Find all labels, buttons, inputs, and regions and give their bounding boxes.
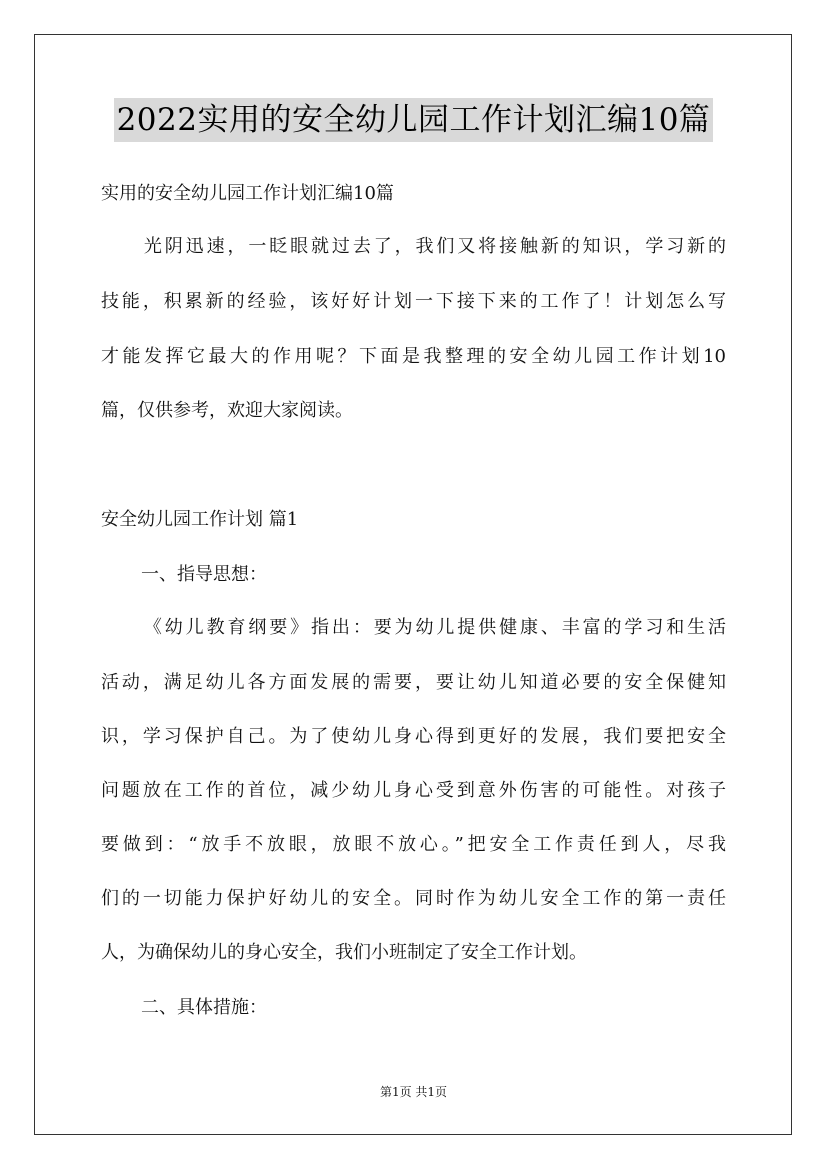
intro-line: 才能发挥它最大的作用呢？下面是我整理的安全幼儿园工作计划10 <box>101 346 726 367</box>
title-container <box>0 98 827 142</box>
body-line: 《幼儿教育纲要》指出：要为幼儿提供健康、丰富的学习和生活 <box>141 617 726 638</box>
point-heading-2: 二、具体措施： <box>141 997 267 1018</box>
intro-line: 技能，积累新的经验，该好好计划一下接下来的工作了！计划怎么写 <box>101 291 726 312</box>
intro-line: 篇，仅供参考，欢迎大家阅读。 <box>101 400 353 421</box>
body-line: 活动，满足幼儿各方面发展的需要，要让幼儿知道必要的安全保健知 <box>101 672 726 693</box>
point-heading-1: 一、指导思想： <box>141 564 267 585</box>
body-line: 要做到：“放手不放眼，放眼不放心。”把安全工作责任到人，尽我 <box>101 834 726 855</box>
section-heading: 安全幼儿园工作计划 篇1 <box>101 509 299 530</box>
document-subtitle: 实用的安全幼儿园工作计划汇编10篇 <box>101 183 394 204</box>
body-line: 问题放在工作的首位，减少幼儿身心受到意外伤害的可能性。对孩子 <box>101 780 726 801</box>
page-footer: 第1页 共1页 <box>379 1085 448 1099</box>
intro-line: 光阴迅速，一眨眼就过去了，我们又将接触新的知识，学习新的 <box>141 236 726 257</box>
document-title: 2022实用的安全幼儿园工作计划汇编10篇 <box>114 98 714 142</box>
body-line: 识，学习保护自己。为了使幼儿身心得到更好的发展，我们要把安全 <box>101 726 726 747</box>
body-line: 们的一切能力保护好幼儿的安全。同时作为幼儿安全工作的第一责任 <box>101 888 726 909</box>
body-line: 人，为确保幼儿的身心安全，我们小班制定了安全工作计划。 <box>101 942 587 963</box>
